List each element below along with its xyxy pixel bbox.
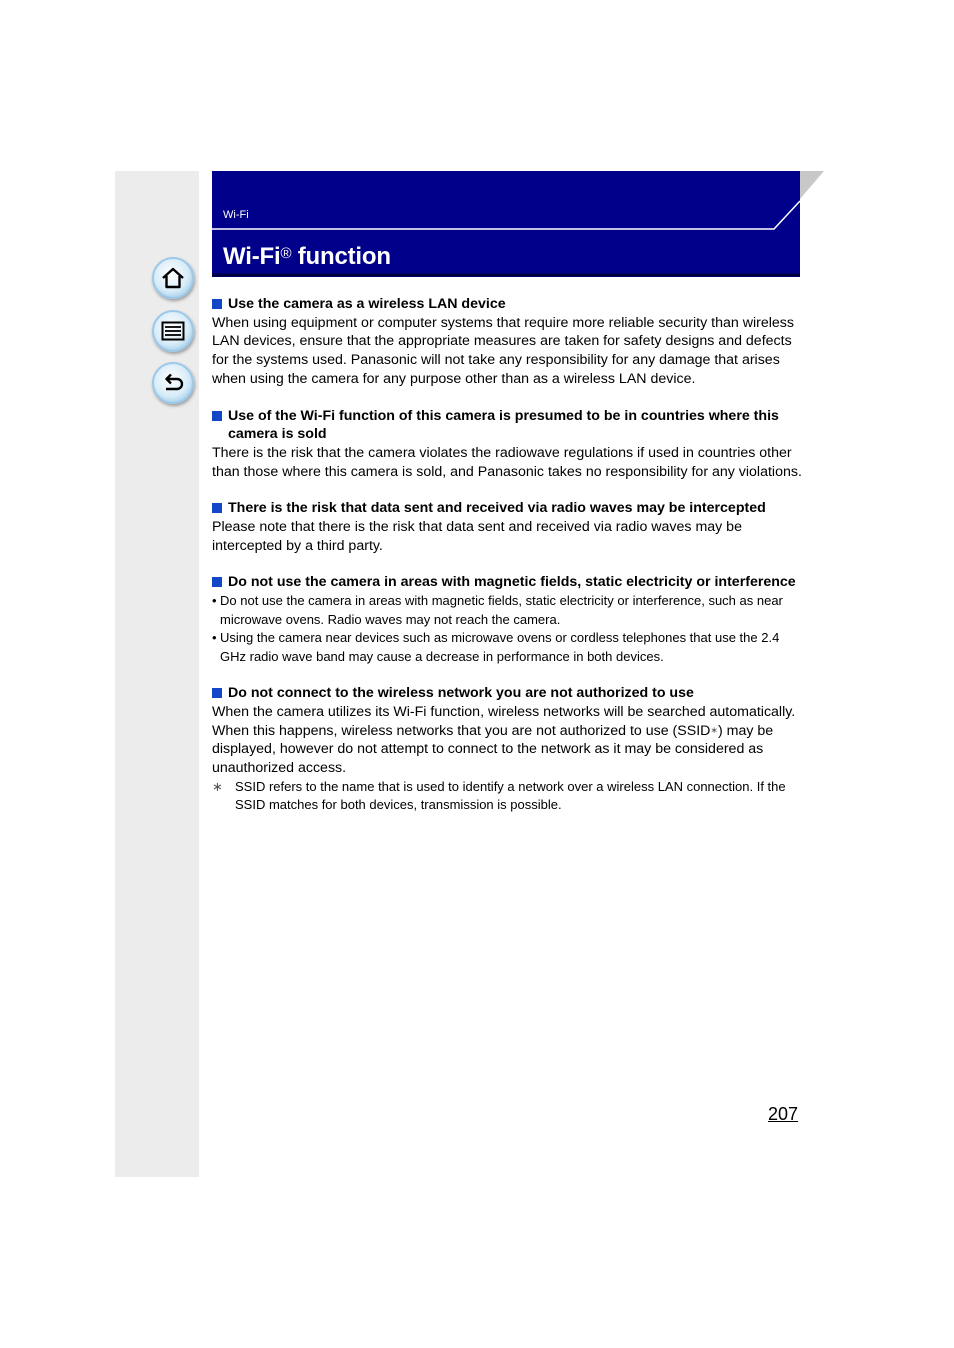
section-countries [212,407,802,482]
square-bullet-icon [212,503,222,513]
home-icon [160,265,186,291]
registered-mark: ® [280,245,292,262]
section-interception [212,499,802,555]
return-icon [160,370,186,396]
page-title [223,243,391,271]
page-number: 207 [768,1104,799,1124]
list-item: • Do not use the camera in areas with magnetic fields, static electricity or interference, such as near microwave ovens. Radio waves may not reach the camera. [212,592,802,629]
footnote: ∗ SSID refers to the name that is used to identify a network over a wireless LAN connection. If the SSID matches for both devices, transmission is possible. [212,778,786,813]
home-button[interactable] [152,257,194,299]
square-bullet-icon [212,411,222,421]
footnote-mark: ∗ [710,724,718,735]
section-body: When the camera utilizes its Wi-Fi function, wireless networks will be searched automatically. When this happens, wireless networks that you are not authorized to use (SSID∗) may be displayed, however do not attempt to connect to the network as it may be considered as unauthorized access. [212,703,796,776]
section-heading: Use of the Wi-Fi function of this camera is presumed to be in countries where this camera is sold [212,407,802,444]
section-heading: Do not use the camera in areas with magnetic fields, static electricity or interference [212,573,802,592]
section-body: There is the risk that the camera violates the radiowave regulations if used in countries other than those where this camera is sold, and Panasonic takes no responsibility for any violations. [212,444,802,480]
section-body: When using equipment or computer systems that require more reliable security than wireless LAN devices, ensure that the appropriate measures are taken for safety designs and defects for the systems used. Panasonic will not take any responsibility for any damage that arises when using the camera for any purpose other than as a wireless LAN device. [212,314,794,387]
section-heading: Use the camera as a wireless LAN device [212,295,802,314]
square-bullet-icon [212,688,222,698]
list-icon [160,318,186,344]
menu-button[interactable] [152,310,194,352]
back-button[interactable] [152,362,194,404]
page-content [212,295,802,833]
section-heading: Do not connect to the wireless network you are not authorized to use [212,684,802,703]
asterisk-icon: ∗ [212,778,223,794]
section-label: Wi-Fi [223,209,249,221]
bullet-list [212,592,802,666]
list-item: • Using the camera near devices such as microwave ovens or cordless telephones that use the 2.4 GHz radio wave band may cause a decrease in performance in both devices. [212,629,802,666]
square-bullet-icon [212,577,222,587]
section-magnetic-fields [212,573,802,666]
section-wireless-lan [212,295,802,389]
square-bullet-icon [212,299,222,309]
title-text: Wi-Fi [223,243,281,270]
title-suffix: function [291,243,391,270]
section-body: Please note that there is the risk that data sent and received via radio waves may be intercepted by a third party. [212,519,742,554]
section-heading: There is the risk that data sent and received via radio waves may be intercepted [212,499,802,518]
section-unauthorized-network [212,684,802,815]
